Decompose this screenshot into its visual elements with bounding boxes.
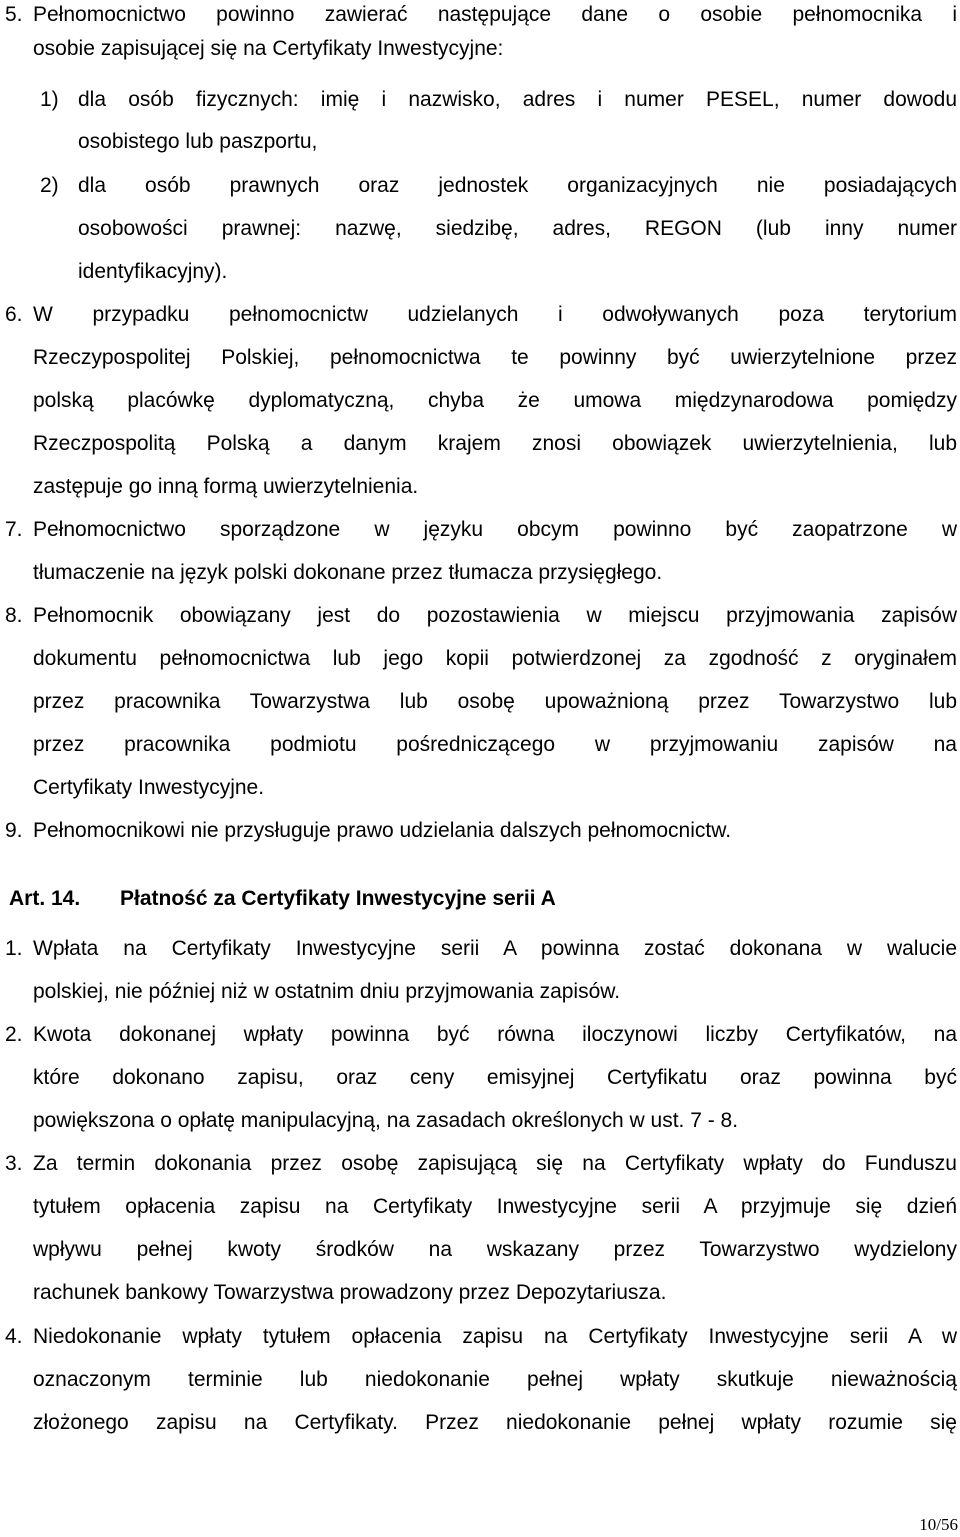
item-number: 3. [5, 1152, 23, 1175]
item-number: 7. [5, 518, 23, 541]
paragraph-line [0, 1408, 960, 1438]
item-text: Kwota dokonanej wpłaty powinna być równa iloczynowi liczby Certyfikatów, na [33, 1023, 957, 1046]
page-number: 10/56 [919, 1515, 958, 1534]
paragraph-line [0, 1020, 960, 1050]
item-text: Pełnomocnikowi nie przysługuje prawo udzielania dalszych pełnomocnictw. [33, 819, 732, 842]
article-heading [0, 883, 960, 915]
item-text: Niedokonanie wpłaty tytułem opłacenia zapisu na Certyfikaty Inwestycyjne serii A w [33, 1325, 957, 1348]
paragraph-line [0, 171, 960, 201]
paragraph-line [0, 472, 960, 502]
paragraph-line [0, 1106, 960, 1136]
item-text: tłumaczenie na język polski dokonane przez tłumacza przysięgłego. [33, 561, 663, 584]
item-number: 5. [5, 3, 23, 26]
paragraph-line [0, 730, 960, 760]
paragraph-line [0, 1278, 960, 1308]
paragraph-line [0, 558, 960, 588]
paragraph-line [0, 214, 960, 244]
item-text: oznaczonym terminie lub niedokonanie pełnej wpłaty skutkuje nieważnością [33, 1368, 957, 1391]
item-text: osobowości prawnej: nazwę, siedzibę, adres, REGON (lub inny numer [78, 217, 957, 240]
paragraph-line [0, 601, 960, 631]
item-number: 4. [5, 1325, 23, 1348]
item-text: dla osób fizycznych: imię i nazwisko, adres i numer PESEL, numer dowodu [78, 88, 957, 111]
item-text: zastępuje go inną formą uwierzytelnienia. [33, 475, 419, 498]
article-title: Płatność za Certyfikaty Inwestycyjne serii A [120, 887, 556, 910]
item-text: polskiej, nie później niż w ostatnim dniu przyjmowania zapisów. [33, 980, 621, 1003]
item-number: 9. [5, 819, 23, 842]
item-text: złożonego zapisu na Certyfikaty. Przez niedokonanie pełnej wpłaty rozumie się [33, 1411, 957, 1434]
paragraph-line [0, 34, 960, 64]
item-text: dokumentu pełnomocnictwa lub jego kopii potwierdzonej za zgodność z oryginałem [33, 647, 957, 670]
paragraph-line [0, 1149, 960, 1179]
item-text: przez pracownika podmiotu pośredniczącego w przyjmowaniu zapisów na [33, 733, 957, 756]
paragraph-line [0, 127, 960, 157]
item-number: 8. [5, 604, 23, 627]
item-text: przez pracownika Towarzystwa lub osobę upoważnioną przez Towarzystwo lub [33, 690, 957, 713]
item-text: dla osób prawnych oraz jednostek organizacyjnych nie posiadających [78, 174, 957, 197]
subitem-number: 1) [40, 88, 59, 111]
paragraph-line [0, 343, 960, 373]
paragraph-line [0, 1365, 960, 1395]
item-text: Wpłata na Certyfikaty Inwestycyjne serii A powinna zostać dokonana w walucie [33, 937, 957, 960]
item-text: identyfikacyjny). [78, 260, 228, 283]
item-number: 1. [5, 937, 23, 960]
paragraph-line [0, 515, 960, 545]
item-text: powiększona o opłatę manipulacyjną, na zasadach określonych w ust. 7 - 8. [33, 1109, 739, 1132]
paragraph-line [0, 816, 960, 846]
paragraph-line [0, 300, 960, 330]
article-number: Art. 14. [9, 887, 81, 910]
paragraph-line [0, 934, 960, 964]
paragraph-line [0, 429, 960, 459]
item-text: wpływu pełnej kwoty środków na wskazany przez Towarzystwo wydzielony [33, 1238, 957, 1261]
item-text: Pełnomocnik obowiązany jest do pozostawienia w miejscu przyjmowania zapisów [33, 604, 957, 627]
paragraph-line [0, 1063, 960, 1093]
item-text: polską placówkę dyplomatyczną, chyba że umowa międzynarodowa pomiędzy [33, 389, 957, 412]
item-number: 2. [5, 1023, 23, 1046]
paragraph-line [0, 773, 960, 803]
paragraph-line [0, 85, 960, 115]
item-text: tytułem opłacenia zapisu na Certyfikaty Inwestycyjne serii A przyjmuje się dzień [33, 1195, 957, 1218]
subitem-number: 2) [40, 174, 59, 197]
paragraph-line [0, 0, 960, 30]
item-text: Certyfikaty Inwestycyjne. [33, 776, 265, 799]
paragraph-line [0, 1192, 960, 1222]
paragraph-line [0, 687, 960, 717]
item-text: Pełnomocnictwo powinno zawierać następujące dane o osobie pełnomocnika i [33, 3, 957, 26]
item-text: rachunek bankowy Towarzystwa prowadzony przez Depozytariusza. [33, 1281, 667, 1304]
item-text: Pełnomocnictwo sporządzone w języku obcym powinno być zaopatrzone w [33, 518, 957, 541]
item-number: 6. [5, 303, 23, 326]
item-text: W przypadku pełnomocnictw udzielanych i odwoływanych poza terytorium [33, 303, 957, 326]
item-text: które dokonano zapisu, oraz ceny emisyjnej Certyfikatu oraz powinna być [33, 1066, 957, 1089]
paragraph-line [0, 644, 960, 674]
item-text: osobie zapisującej się na Certyfikaty Inwestycyjne: [33, 37, 504, 60]
item-text: Rzeczpospolitą Polską a danym krajem znosi obowiązek uwierzytelnienia, lub [33, 432, 957, 455]
paragraph-line [0, 386, 960, 416]
paragraph-line [0, 1322, 960, 1352]
item-text: Rzeczypospolitej Polskiej, pełnomocnictwa te powinny być uwierzytelnione przez [33, 346, 957, 369]
paragraph-line [0, 257, 960, 287]
item-text: Za termin dokonania przez osobę zapisującą się na Certyfikaty wpłaty do Funduszu [33, 1152, 957, 1175]
paragraph-line [0, 977, 960, 1007]
paragraph-line [0, 1235, 960, 1265]
item-text: osobistego lub paszportu, [78, 130, 318, 153]
